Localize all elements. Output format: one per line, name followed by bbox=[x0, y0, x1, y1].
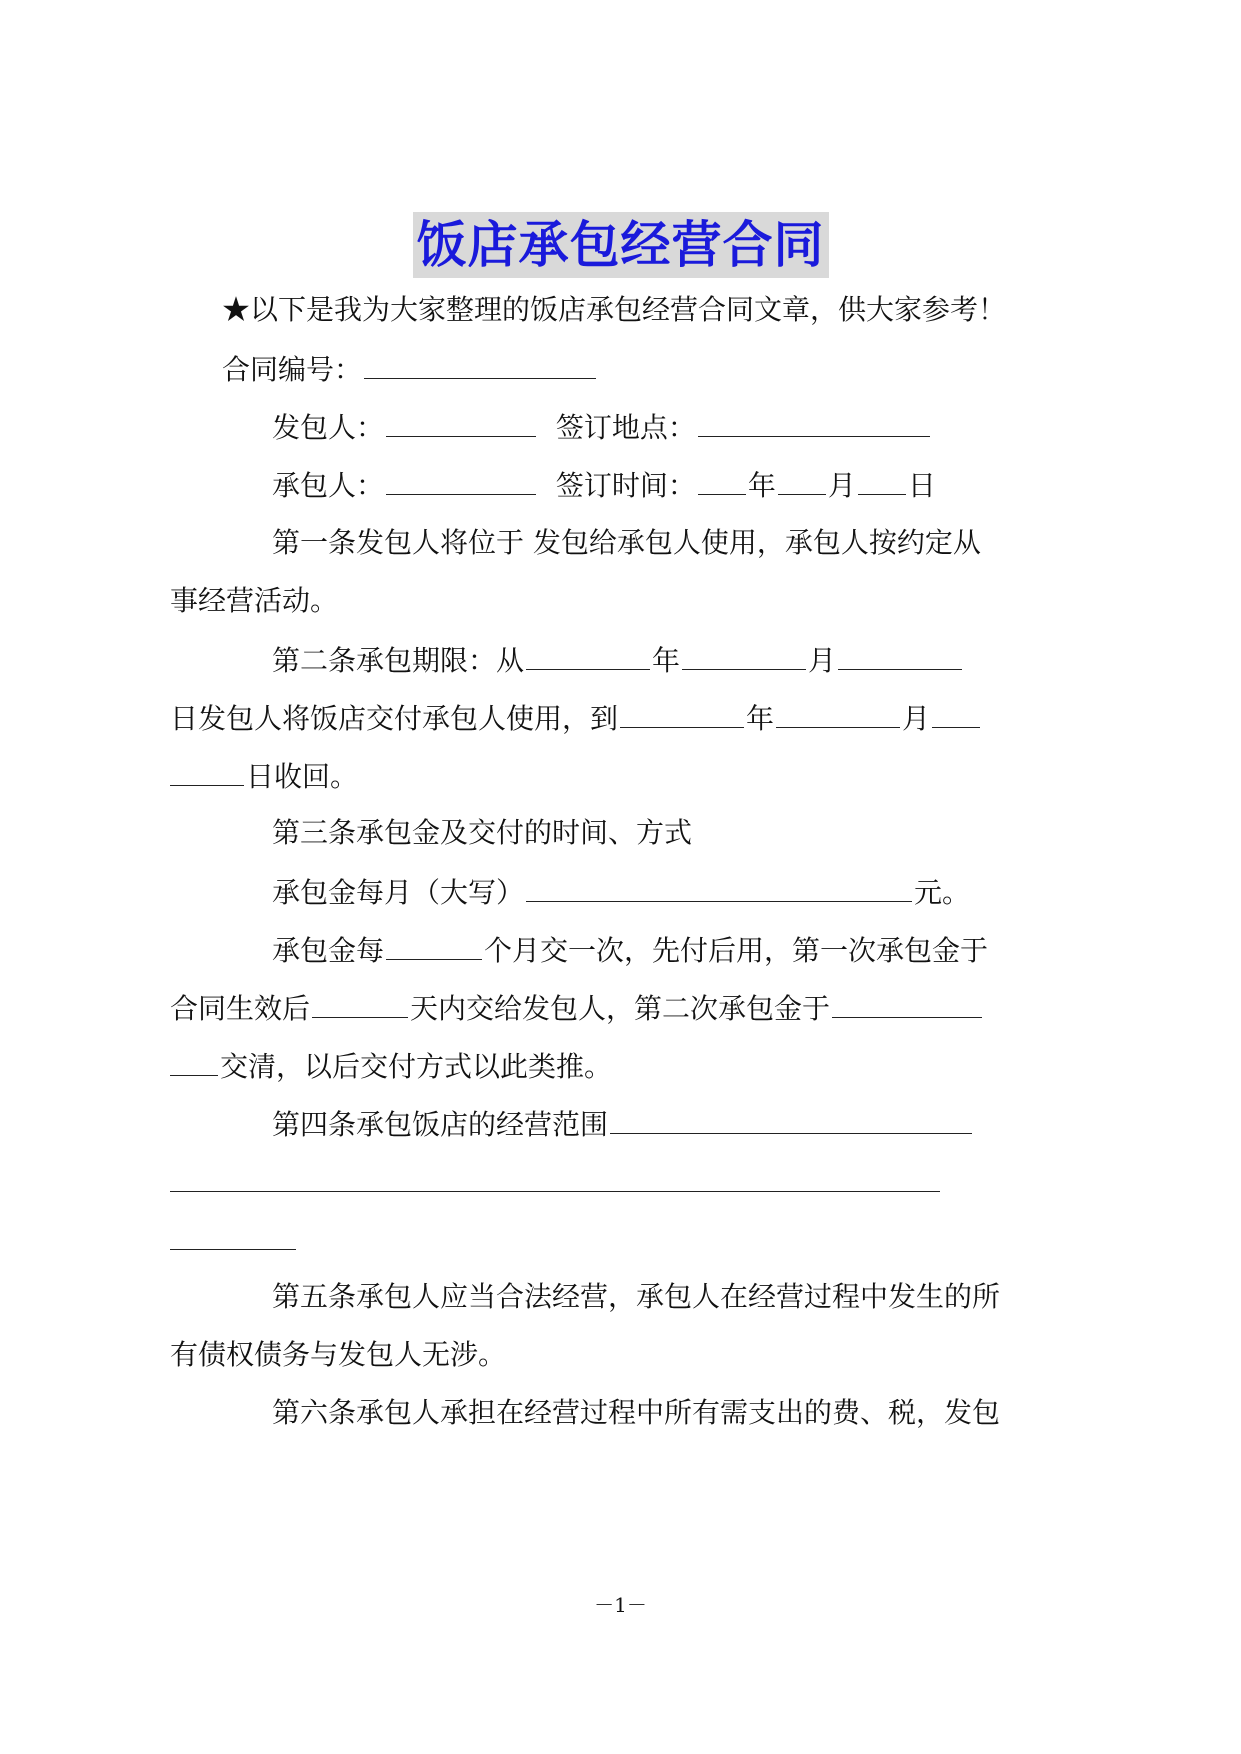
payment-days-blank bbox=[312, 987, 408, 1018]
payment-text-d: 天内交给发包人，第二次承包金于 bbox=[410, 992, 831, 1025]
article-3-payment-line-3 bbox=[170, 1045, 612, 1085]
article-4-line-3 bbox=[170, 1219, 298, 1259]
sign-time-label: 签订时间： bbox=[555, 469, 696, 502]
sign-place-blank bbox=[698, 406, 930, 437]
end-month-blank bbox=[776, 697, 900, 728]
monthly-fee-blank bbox=[526, 871, 912, 902]
article-1-text-1: 第一条发包人将位于 发包给承包人使用，承包人按约定从 bbox=[272, 526, 981, 559]
article-5-text-2: 有债权债务与发包人无涉。 bbox=[170, 1338, 507, 1371]
sign-day-blank bbox=[858, 464, 906, 495]
end-day-blank-part-2 bbox=[170, 755, 244, 786]
contractor-label: 承包人： bbox=[272, 469, 385, 502]
article-2-line-3 bbox=[170, 755, 358, 795]
article-2-text-b: 日发包人将饭店交付承包人使用，到 bbox=[170, 702, 619, 735]
end-month-unit: 月 bbox=[902, 702, 931, 735]
page-number: －1－ bbox=[594, 1593, 647, 1617]
article-3-title: 第三条承包金及交付的时间、方式 bbox=[272, 816, 693, 849]
payment-interval-blank bbox=[386, 929, 482, 960]
article-4-line-1 bbox=[272, 1103, 974, 1143]
start-month-blank bbox=[682, 639, 806, 670]
business-scope-blank-1 bbox=[610, 1103, 972, 1134]
article-1-text-2: 事经营活动。 bbox=[170, 584, 339, 617]
business-scope-blank-3 bbox=[170, 1219, 296, 1250]
page-footer bbox=[0, 1590, 1241, 1620]
payment-text-a: 承包金每 bbox=[272, 934, 385, 967]
issuer-blank bbox=[386, 406, 536, 437]
article-5-line-1 bbox=[272, 1277, 1000, 1317]
end-year-unit: 年 bbox=[746, 702, 775, 735]
sign-month-blank bbox=[778, 464, 826, 495]
contractor-line bbox=[272, 464, 936, 504]
contract-number-blank bbox=[364, 348, 596, 379]
contract-number-label: 合同编号： bbox=[222, 353, 363, 386]
start-year-blank bbox=[526, 639, 650, 670]
start-year-unit: 年 bbox=[652, 644, 681, 677]
business-scope-blank-2 bbox=[170, 1161, 940, 1192]
issuer-label: 发包人： bbox=[272, 411, 385, 444]
payment-text-c: 合同生效后 bbox=[170, 992, 311, 1025]
article-3-payment-line-1 bbox=[272, 929, 988, 969]
payment-text-e: 交清，以后交付方式以此类推。 bbox=[220, 1050, 613, 1083]
end-year-blank bbox=[620, 697, 744, 728]
start-day-blank bbox=[838, 639, 962, 670]
article-6-line-1 bbox=[272, 1393, 1000, 1433]
sign-year-blank bbox=[698, 464, 746, 495]
article-2-text-a: 第二条承包期限：从 bbox=[272, 644, 525, 677]
article-5-line-2 bbox=[170, 1335, 506, 1375]
article-4-line-2 bbox=[170, 1161, 942, 1201]
intro-text: ★以下是我为大家整理的饭店承包经营合同文章，供大家参考！ bbox=[222, 293, 1007, 326]
sign-year-unit: 年 bbox=[747, 469, 776, 502]
article-3-monthly-line bbox=[272, 871, 970, 911]
article-2-line-1 bbox=[272, 639, 964, 679]
article-2-line-2 bbox=[170, 697, 982, 737]
document-title: 饭店承包经营合同 bbox=[413, 212, 829, 278]
issuer-line bbox=[272, 406, 932, 446]
monthly-fee-unit: 元。 bbox=[914, 876, 971, 909]
sign-day-unit: 日 bbox=[907, 469, 936, 502]
start-month-unit: 月 bbox=[808, 644, 837, 677]
article-3-payment-line-2 bbox=[170, 987, 984, 1027]
payment-text-b: 个月交一次，先付后用，第一次承包金于 bbox=[484, 934, 989, 967]
second-payment-blank-part-1 bbox=[832, 987, 982, 1018]
intro-line bbox=[222, 290, 1006, 330]
document-title-wrap bbox=[0, 212, 1241, 278]
sign-month-unit: 月 bbox=[827, 469, 856, 502]
article-1-line-2 bbox=[170, 581, 338, 621]
article-5-text-1: 第五条承包人应当合法经营，承包人在经营过程中发生的所 bbox=[272, 1280, 1001, 1313]
contract-number-line bbox=[222, 348, 598, 388]
second-payment-blank-part-2 bbox=[170, 1045, 218, 1076]
article-4-text: 第四条承包饭店的经营范围 bbox=[272, 1108, 609, 1141]
monthly-fee-label: 承包金每月（大写） bbox=[272, 876, 525, 909]
end-day-blank-part-1 bbox=[932, 697, 980, 728]
contractor-blank bbox=[386, 464, 536, 495]
sign-place-label: 签订地点： bbox=[555, 411, 696, 444]
article-6-text-1: 第六条承包人承担在经营过程中所有需支出的费、税，发包 bbox=[272, 1396, 1001, 1429]
article-2-text-c: 日收回。 bbox=[246, 760, 359, 793]
article-1-line-1 bbox=[272, 523, 981, 563]
article-3-title-line bbox=[272, 813, 692, 853]
